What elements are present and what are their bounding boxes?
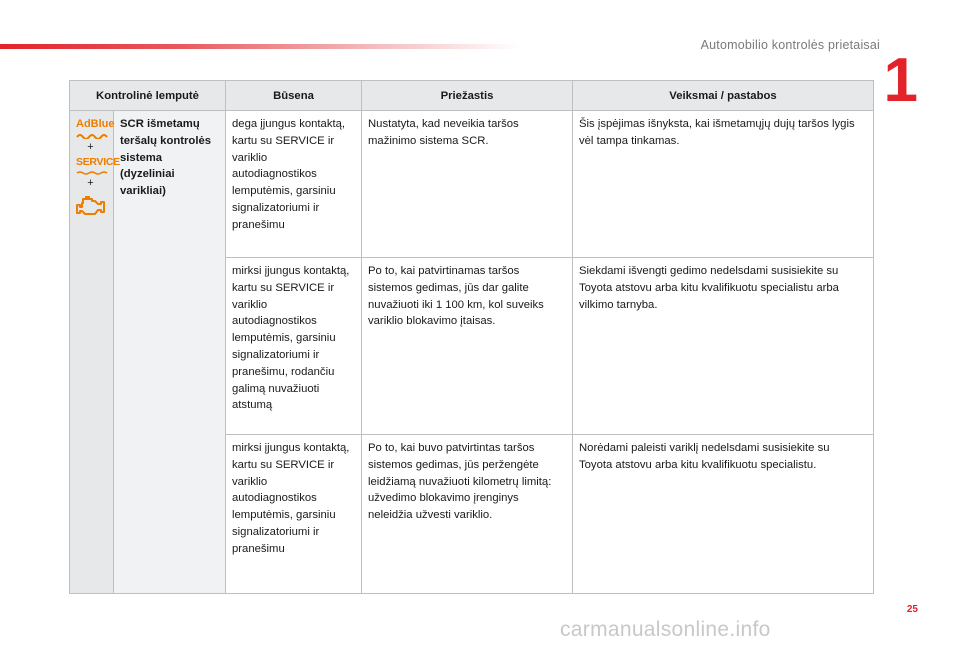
plus-sign: + (87, 176, 94, 189)
section-title: Automobilio kontrolės prietaisai (700, 38, 880, 52)
warning-light-name: SCR išmetamų teršalų kontrolės sistema (dyzeliniai varikliai) (114, 111, 226, 594)
column-header-cause: Priežastis (362, 81, 573, 111)
column-header-action: Veiksmai / pastabos (573, 81, 874, 111)
plus-sign: + (87, 140, 94, 153)
state-cell: mirksi įjungus kontaktą, kartu su SERVICE ir variklio autodiagnostikos lemputėmis, garsiniu signalizatoriumi ir pranešimu (226, 435, 362, 594)
column-header-state: Būsena (226, 81, 362, 111)
warning-lights-table (69, 80, 874, 594)
cause-cell: Po to, kai patvirtinamas taršos sistemos gedimas, jūs dar galite nuvažiuoti iki 1 100 km, kol suveiks variklio blokavimo įtaisas. (362, 258, 573, 435)
table-header-row (70, 81, 874, 111)
warning-light-icons (70, 111, 120, 594)
chapter-number: 1 (883, 46, 918, 115)
watermark: carmanualsonline.info (560, 618, 771, 641)
adblue-text-icon: AdBlue (76, 118, 115, 130)
service-warning-icon: SERVICE (76, 155, 120, 168)
action-cell: Šis įspėjimas išnyksta, kai išmetamųjų dujų taršos lygis vėl tampa tinkamas. (573, 111, 874, 258)
action-cell: Norėdami paleisti variklį nedelsdami susisiekite su Toyota atstovu arba kitu kvalifikuotu specialistu. (573, 435, 874, 594)
adblue-wave-icon (76, 133, 108, 139)
column-header-light: Kontrolinė lemputė (70, 81, 226, 111)
page-number: 25 (906, 604, 918, 615)
header-accent-bar (0, 44, 520, 49)
state-cell: dega įjungus kontaktą, kartu su SERVICE ir variklio autodiagnostikos lemputėmis, garsiniu signalizatoriumi ir pranešimu (226, 111, 362, 258)
cause-cell: Po to, kai buvo patvirtintas taršos sistemos gedimas, jūs peržengėte leidžiamą nuvažiuoti kilometrų limitą: užvedimo blokavimo įrenginys neleidžia užvesti variklio. (362, 435, 573, 594)
engine-check-icon (76, 195, 106, 217)
table-row (70, 111, 874, 258)
action-cell: Siekdami išvengti gedimo nedelsdami susisiekite su Toyota atstovu arba kitu kvalifikuotu specialistu arba vilkimo tarnyba. (573, 258, 874, 435)
state-cell: mirksi įjungus kontaktą, kartu su SERVICE ir variklio autodiagnostikos lemputėmis, garsiniu signalizatoriumi ir pranešimu, rodančiu galimą nuvažiuoti atstumą (226, 258, 362, 435)
service-underline-icon (76, 171, 108, 175)
cause-cell: Nustatyta, kad neveikia taršos mažinimo sistema SCR. (362, 111, 573, 258)
